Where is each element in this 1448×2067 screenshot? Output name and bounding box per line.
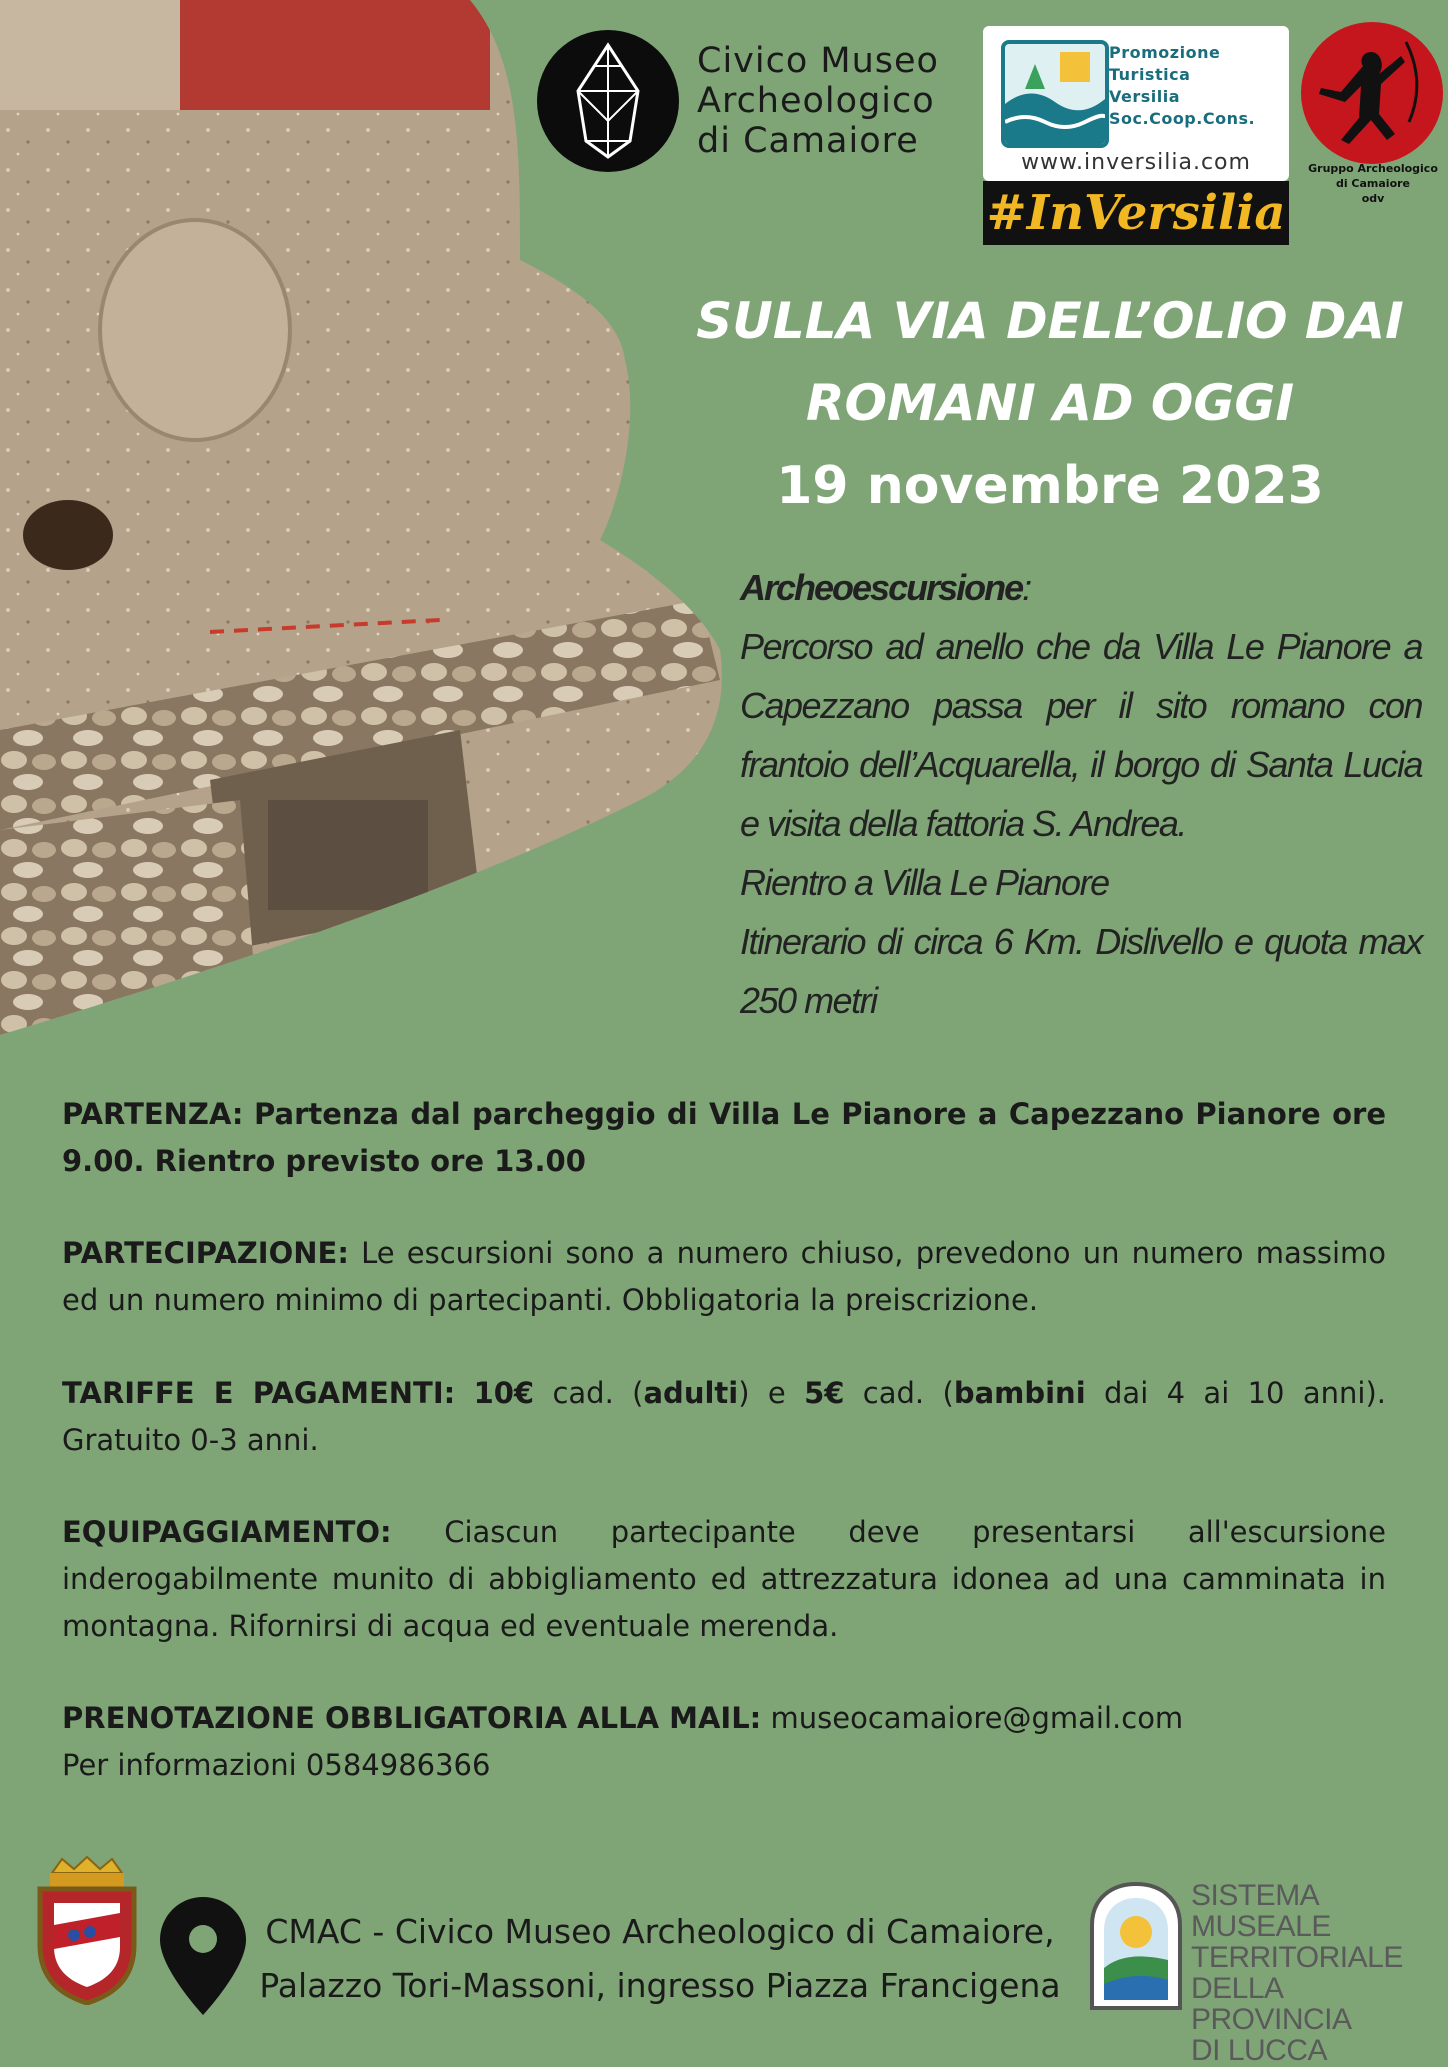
inversilia-line4: Soc.Coop.Cons.	[1109, 109, 1256, 128]
equipaggiamento-label: EQUIPAGGIAMENTO:	[62, 1515, 392, 1549]
sistema-line3: DELLA PROVINCIA	[1191, 1972, 1352, 2036]
sistema-museale-icon	[1086, 1880, 1186, 2010]
inversilia-line1: Promozione	[1109, 43, 1221, 62]
museum-name-line3: di Camaiore	[697, 121, 919, 161]
adult-label: adulti	[643, 1376, 739, 1410]
equipaggiamento-text: Ciascun partecipante deve presentarsi all'escursione inderogabilmente munito di abbigliamento ed attrezzatura idonea ad una camminata in montagna. Rifornirsi di acqua ed eventuale merenda.	[62, 1515, 1387, 1643]
museum-name-line2: Archeologico	[697, 81, 935, 121]
sistema-museale-text	[1191, 1880, 1448, 2066]
address-line1: CMAC - Civico Museo Archeologico di Camaiore,	[265, 1912, 1055, 1951]
camaiore-crest-icon	[32, 1855, 142, 2005]
tariffe-text-1: cad. (	[534, 1376, 644, 1410]
gruppo-line2: di Camaiore	[1335, 177, 1411, 190]
inversilia-logo	[983, 26, 1289, 181]
museum-name-line1: Civico Museo	[697, 41, 939, 81]
partenza-text: Partenza dal parcheggio di Villa Le Pianore a Capezzano Pianore ore 9.00. Rientro previsto ore 13.00	[62, 1097, 1386, 1178]
excursion-heading-colon: :	[1022, 567, 1031, 608]
tariffe-text-3: cad. (	[844, 1376, 954, 1410]
tariffe-label: TARIFFE E PAGAMENTI:	[62, 1376, 456, 1410]
partecipazione-label: PARTECIPAZIONE:	[62, 1236, 349, 1270]
partecipazione-paragraph	[62, 1230, 1386, 1324]
excursion-itinerary: Itinerario di circa 6 Km. Dislivello e quota max 250 metri	[740, 921, 1422, 1021]
event-title	[680, 280, 1420, 528]
tariffe-paragraph	[62, 1370, 1386, 1464]
prenotazione-label: PRENOTAZIONE OBBLIGATORIA ALLA MAIL:	[62, 1701, 762, 1735]
sistema-line4: DI LUCCA	[1191, 2034, 1328, 2067]
inversilia-landscape-icon	[1001, 40, 1109, 148]
address-line2: Palazzo Tori-Massoni, ingresso Piazza Francigena	[259, 1966, 1061, 2005]
partenza-label: PARTENZA:	[62, 1097, 244, 1131]
prenotazione-paragraph	[62, 1695, 1386, 1789]
arrowhead-icon	[537, 30, 679, 172]
adult-price: 10€	[473, 1376, 535, 1410]
title-line1: SULLA VIA DELL’OLIO DAI	[696, 292, 1404, 350]
info-phone: Per informazioni 0584986366	[62, 1748, 491, 1782]
gruppo-archeologico-text	[1298, 161, 1448, 206]
archer-figure-icon	[1301, 22, 1443, 164]
tariffe-text-2: ) e	[738, 1376, 805, 1410]
gruppo-line3: odv	[1361, 192, 1385, 205]
title-line2: ROMANI AD OGGI	[805, 374, 1295, 432]
museum-logo	[537, 30, 939, 172]
partecipazione-text: Le escursioni sono a numero chiuso, prevedono un numero massimo ed un numero minimo di partecipanti. Obbligatoria la preiscrizione.	[62, 1236, 1386, 1317]
inversilia-hashtag: #InVersilia	[983, 181, 1289, 245]
sistema-line1: SISTEMA MUSEALE	[1191, 1879, 1331, 1943]
tariffe-text-4: dai 4 ai 10 anni). Gratuito 0-3 anni.	[62, 1376, 1386, 1457]
excursion-description	[740, 558, 1422, 1030]
inversilia-url: www.inversilia.com	[1021, 150, 1251, 175]
prenotazione-email[interactable]: museocamaiore@gmail.com	[770, 1701, 1184, 1735]
excursion-route: Percorso ad anello che da Villa Le Pianore a Capezzano passa per il sito romano con frantoio dell’Acquarella, il borgo di Santa Lucia e visita della fattoria S. Andrea.	[740, 626, 1422, 844]
inversilia-line3: Versilia	[1109, 87, 1181, 106]
partenza-paragraph	[62, 1091, 1386, 1185]
event-date: 19 novembre 2023	[776, 456, 1324, 516]
inversilia-line2: Turistica	[1109, 65, 1191, 84]
museum-address	[252, 1905, 1068, 2013]
excursion-return: Rientro a Villa Le Pianore	[740, 862, 1109, 903]
child-price: 5€	[804, 1376, 845, 1410]
child-label: bambini	[953, 1376, 1086, 1410]
equipaggiamento-paragraph	[62, 1509, 1386, 1650]
excursion-heading: Archeoescursione	[740, 567, 1023, 608]
gruppo-line1: Gruppo Archeologico	[1308, 162, 1438, 175]
location-pin-icon	[160, 1897, 246, 2015]
sistema-line2: TERRITORIALE	[1191, 1941, 1403, 1974]
